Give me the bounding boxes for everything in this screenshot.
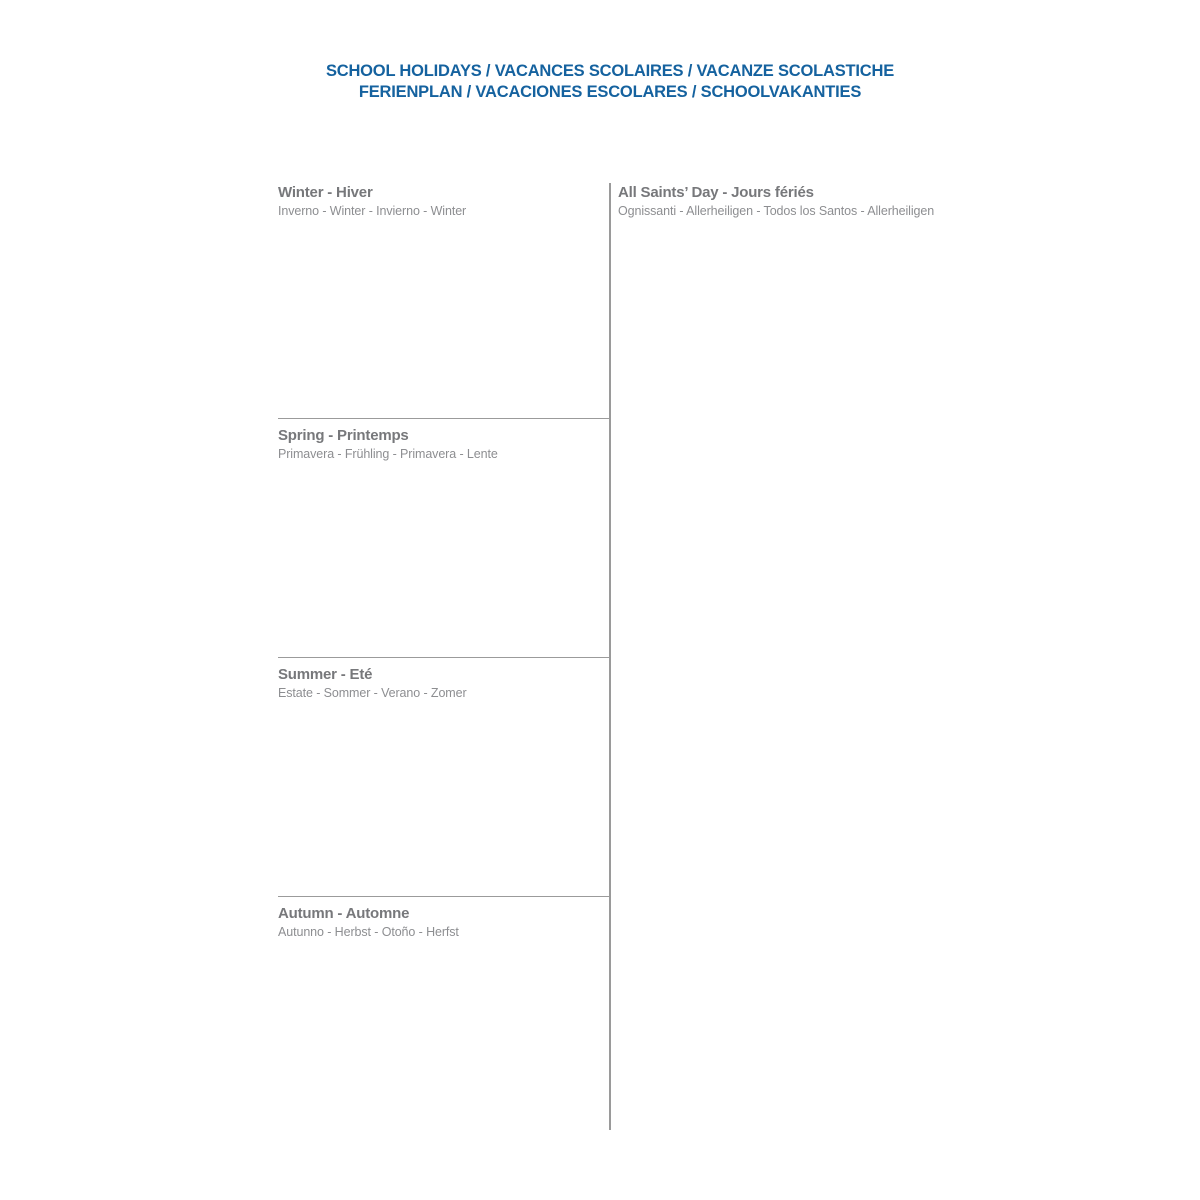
page-title-line-2: FERIENPLAN / VACACIONES ESCOLARES / SCHOOLVAKANTIES	[358, 83, 862, 101]
page-title-line-1: SCHOOL HOLIDAYS / VACANCES SCOLAIRES / VACANZE SCOLASTICHE	[325, 62, 895, 80]
section-autumn-title: Autumn - Automne	[278, 905, 410, 922]
section-winter-title: Winter - Hiver	[278, 184, 373, 201]
section-all-saints-day	[618, 183, 1158, 219]
section-spring-subtitle: Primavera - Frühling - Primavera - Lente	[278, 447, 498, 461]
section-all-saints-day-title: All Saints’ Day - Jours fériés	[618, 184, 814, 201]
seasons-column	[278, 183, 609, 1130]
column-divider	[609, 183, 611, 1130]
section-all-saints-day-subtitle: Ognissanti - Allerheiligen - Todos los Santos - Allerheiligen	[618, 204, 935, 218]
section-summer	[278, 657, 609, 896]
section-autumn	[278, 896, 609, 1130]
section-summer-title: Summer - Eté	[278, 666, 373, 683]
section-winter-subtitle: Inverno - Winter - Invierno - Winter	[278, 204, 467, 218]
page-title	[10, 61, 1200, 103]
section-autumn-subtitle: Autunno - Herbst - Otoño - Herfst	[278, 925, 459, 939]
section-spring-title: Spring - Printemps	[278, 427, 409, 444]
holidays-column	[618, 183, 1158, 1130]
section-summer-subtitle: Estate - Sommer - Verano - Zomer	[278, 686, 467, 700]
section-spring	[278, 418, 609, 657]
section-winter	[278, 183, 609, 418]
